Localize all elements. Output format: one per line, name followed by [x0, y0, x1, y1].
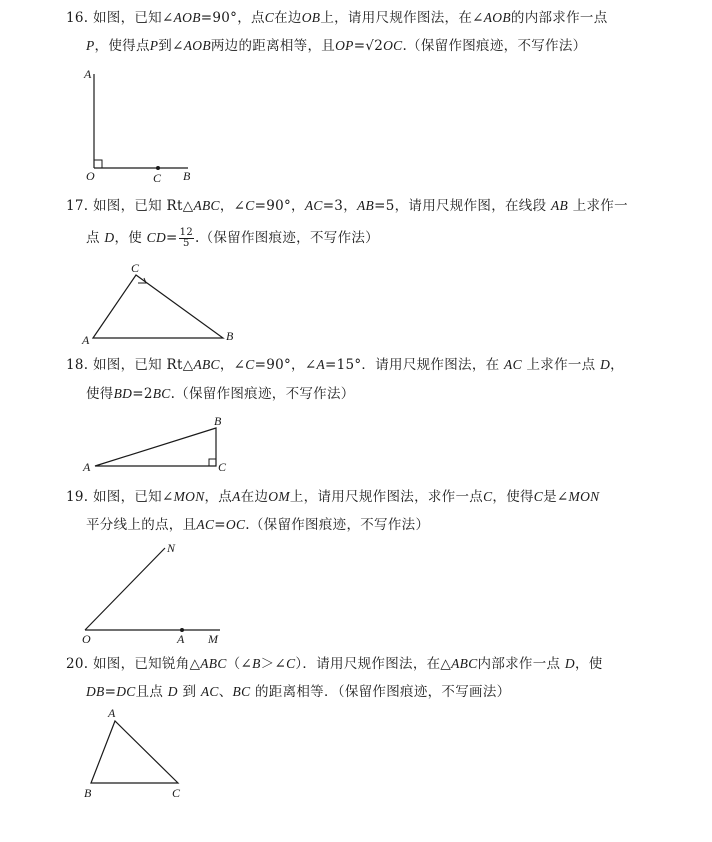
label-m: M — [208, 632, 218, 646]
label-o: O — [82, 632, 91, 646]
problem-19-line-1: 19. 如图，已知∠MON，点A在边OM上，请用尺规作图法，求作一点C，使得C是∠MON — [66, 489, 600, 505]
label-c: C — [153, 171, 162, 185]
problem-17-line-2: 点 D，使 CD= $\frac{12}{5}$ .（保留作图痕迹，不写作法） — [86, 227, 379, 249]
label-b: B — [226, 329, 234, 343]
label-n: N — [167, 541, 176, 555]
label-a: A — [83, 460, 91, 474]
label-c: C — [218, 460, 227, 474]
label-b: B — [183, 169, 191, 183]
fraction-12-5: $\frac{12}{5}$ — [179, 227, 193, 249]
label-a: A — [84, 67, 92, 81]
label-a: A — [82, 333, 90, 347]
problem-17-line-1: 17. 如图，已知 Rt△ABC，∠C=90°，AC=3，AB=5，请用尺规作图，在线段 AB 上求作一 — [66, 198, 628, 214]
problem-18-line-2: 使得BD=2BC.（保留作图痕迹，不写作法） — [86, 386, 355, 402]
label-c: C — [131, 261, 140, 275]
label-a: A — [177, 632, 185, 646]
problem-20-line-2: DB=DC且点 D 到 AC、BC 的距离相等．（保留作图痕迹，不写画法） — [86, 684, 511, 700]
label-c: C — [172, 786, 181, 800]
problem-16-line-2: P，使得点P到∠AOB两边的距离相等，且OP=√2OC.（保留作图痕迹，不写作法） — [86, 38, 587, 54]
label-o: O — [86, 169, 95, 183]
problem-16-line-1: 16. 如图，已知∠AOB=90°，点C在边OB上，请用尺规作图法，在∠AOB的内部求作一点 — [66, 10, 608, 26]
label-a: A — [108, 706, 116, 720]
label-b: B — [84, 786, 92, 800]
problem-20-line-1: 20. 如图，已知锐角△ABC（∠B＞∠C）．请用尺规作图法，在△ABC内部求作一点 D，使 — [66, 656, 603, 672]
problem-19-line-2: 平分线上的点，且AC=OC.（保留作图痕迹，不写作法） — [86, 517, 430, 533]
problem-18-line-1: 18. 如图，已知 Rt△ABC，∠C=90°，∠A=15°．请用尺规作图法，在 AC 上求作一点 D， — [66, 357, 624, 373]
label-b: B — [214, 414, 222, 428]
